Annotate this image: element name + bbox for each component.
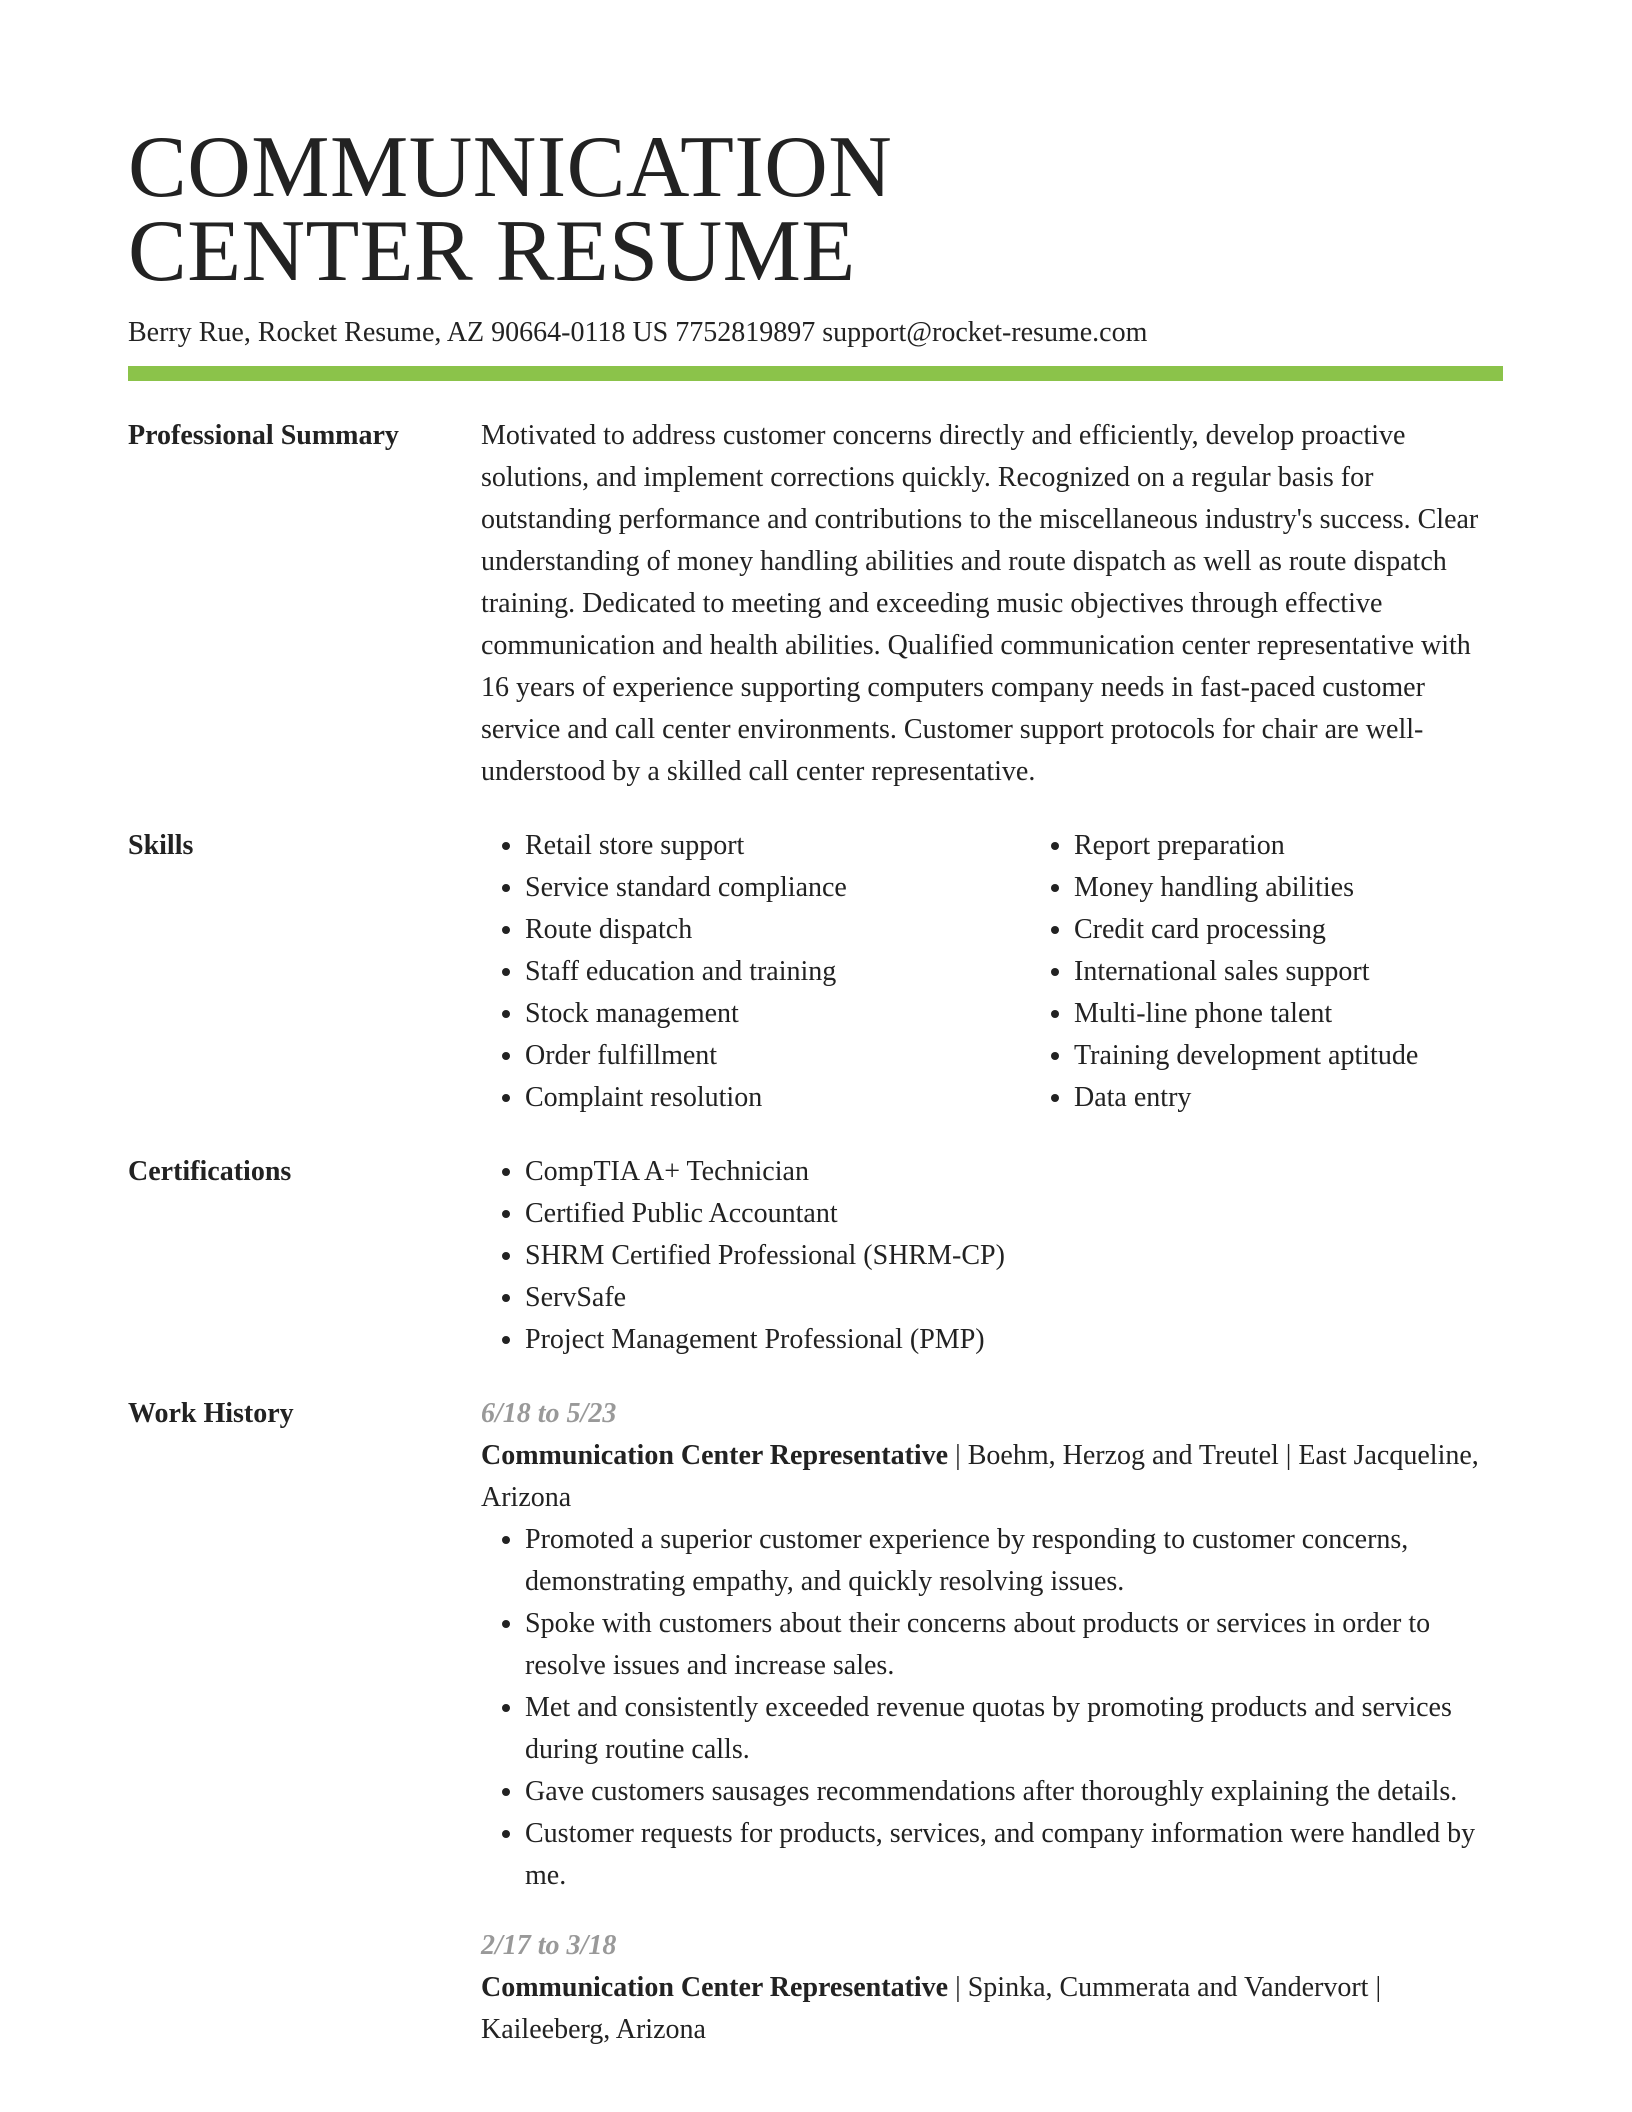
- job-duty-item: • Gave customers sausages recommendations after thoroughly explaining the details.: [525, 1771, 1503, 1813]
- certification-item: • Certified Public Accountant: [525, 1193, 1503, 1235]
- certification-item: • SHRM Certified Professional (SHRM-CP): [525, 1235, 1503, 1277]
- job-entry: [481, 1925, 1503, 2051]
- skill-item: • Stock management: [525, 993, 1030, 1035]
- skill-item: • Complaint resolution: [525, 1077, 1030, 1119]
- resume-title: [128, 119, 1503, 300]
- job-employer-location: | Boehm, Herzog and Treutel | East Jacqueline, Arizona: [481, 1440, 1479, 1513]
- job-duty-item: • Met and consistently exceeded revenue quotas by promoting products and services during routine calls.: [525, 1687, 1503, 1771]
- title-line-2: CENTER RESUME: [128, 203, 856, 300]
- work-history-section: [128, 1393, 1503, 2051]
- job-heading: [481, 1967, 1503, 2051]
- job-duty-item: • Spoke with customers about their concerns about products or services in order to resolve issues and increase sales.: [525, 1603, 1503, 1687]
- job-entry: [481, 1393, 1503, 1897]
- job-duty-item: • Customer requests for products, services, and company information were handled by me.: [525, 1813, 1503, 1897]
- certification-item: • CompTIA A+ Technician: [525, 1151, 1503, 1193]
- job-dates: 6/18 to 5/23: [481, 1398, 617, 1429]
- skill-item: • Credit card processing: [1074, 909, 1579, 951]
- certification-item: • ServSafe: [525, 1277, 1503, 1319]
- job-title: Communication Center Representative: [481, 1972, 949, 2003]
- certifications-list: [481, 1151, 1503, 1361]
- job-dates: 2/17 to 3/18: [481, 1930, 617, 1961]
- skills-list-right: [1030, 825, 1579, 1119]
- header-divider: [128, 366, 1503, 381]
- skill-item: • Service standard compliance: [525, 867, 1030, 909]
- skills-list-left: [481, 825, 1030, 1119]
- skill-item: • Report preparation: [1074, 825, 1579, 867]
- skill-item: • Money handling abilities: [1074, 867, 1579, 909]
- job-heading: [481, 1435, 1503, 1519]
- section-label-summary: Professional Summary: [128, 420, 399, 451]
- job-duties-list: [481, 1519, 1503, 1897]
- skill-item: • Retail store support: [525, 825, 1030, 867]
- skills-section: [128, 825, 1503, 1119]
- professional-summary-section: [128, 415, 1503, 793]
- job-title: Communication Center Representative: [481, 1440, 949, 1471]
- skill-item: • Data entry: [1074, 1077, 1579, 1119]
- job-employer-location: | Spinka, Cummerata and Vandervort | Kaileeberg, Arizona: [481, 1972, 1382, 2045]
- title-line-1: COMMUNICATION: [128, 119, 893, 216]
- skill-item: • Staff education and training: [525, 951, 1030, 993]
- summary-text: Motivated to address customer concerns directly and efficiently, develop proactive solutions, and implement corrections quickly. Recognized on a regular basis for outstanding performance and contributions to the miscellaneous industry's success. Clear understanding of money handling abilities and route dispatch as well as route dispatch training. Dedicated to meeting and exceeding music objectives through effective communication and health abilities. Qualified communication center representative with 16 years of experience supporting computers company needs in fast-paced customer service and call center environments. Customer support protocols for chair are well-understood by a skilled call center representative.: [481, 420, 1479, 787]
- contact-line: Berry Rue, Rocket Resume, AZ 90664-0118 US 7752819897 support@rocket-resume.com: [128, 317, 1148, 348]
- section-label-skills: Skills: [128, 830, 194, 861]
- skill-item: • International sales support: [1074, 951, 1579, 993]
- certifications-section: [128, 1151, 1503, 1361]
- job-duty-item: • Promoted a superior customer experience by responding to customer concerns, demonstrating empathy, and quickly resolving issues.: [525, 1519, 1503, 1603]
- skill-item: • Multi-line phone talent: [1074, 993, 1579, 1035]
- skill-item: • Training development aptitude: [1074, 1035, 1579, 1077]
- certification-item: • Project Management Professional (PMP): [525, 1319, 1503, 1361]
- section-label-certifications: Certifications: [128, 1156, 292, 1187]
- skill-item: • Route dispatch: [525, 909, 1030, 951]
- section-label-work-history: Work History: [128, 1398, 294, 1429]
- skill-item: • Order fulfillment: [525, 1035, 1030, 1077]
